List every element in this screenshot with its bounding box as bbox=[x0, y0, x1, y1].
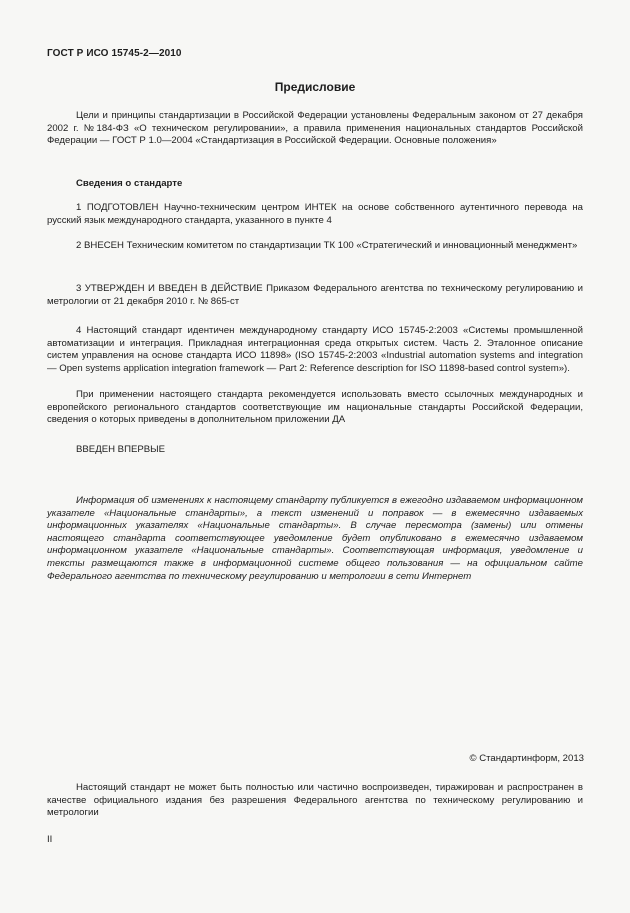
copyright-notice: © Стандартинформ, 2013 bbox=[469, 753, 584, 764]
page-number: II bbox=[47, 834, 53, 845]
preface-title: Предисловие bbox=[274, 80, 356, 94]
changes-information-paragraph: Информация об изменениях к настоящему стандарту публикуется в ежегодно издаваемом информационном указателе «Национальные стандарты», а текст изменений и поправок — в ежемесячно издаваемых информационных указателях «Национальные стандарты». В случае пересмотра (замены) или отмены настоящего стандарта соответствующее уведомление будет опубликовано в ежемесячно издаваемом информационном указателе «Национальные стандарты». Соответствующая информация, уведомление и тексты размещаются также в информационной системе общего пользования — на официальном сайте Федерального агентства по техническому регулированию и метрологии в сети Интернет bbox=[47, 495, 583, 582]
introduced-first-note: ВВЕДЕН ВПЕРВЫЕ bbox=[76, 444, 166, 455]
standard-info-heading: Сведения о стандарте bbox=[76, 178, 183, 189]
info-item-2: 2 ВНЕСЕН Техническим комитетом по стандартизации ТК 100 «Стратегический и инновационный менеджмент» bbox=[76, 240, 578, 251]
application-note-paragraph: При применении настоящего стандарта рекомендуется использовать вместо ссылочных международных и европейского регионального стандартов соответствующие им национальные стандарты Российской Федерации, сведения о которых приведены в дополнительном приложении ДА bbox=[47, 389, 583, 426]
info-item-1: 1 ПОДГОТОВЛЕН Научно-техническим центром ИНТЕК на основе собственного аутентичного перевода на русский язык международного стандарта, указанного в пункте 4 bbox=[47, 202, 583, 226]
preface-intro-paragraph: Цели и принципы стандартизации в Российской Федерации установлены Федеральным законом от 27 декабря 2002 г. №184-ФЗ «О техническом регулировании», а правила применения национальных стандартов Российской Федерации — ГОСТ Р 1.0—2004 «Стандартизация в Российской Федерации. Основные положения» bbox=[47, 110, 583, 147]
info-item-4: 4 Настоящий стандарт идентичен международному стандарту ИСО 15745-2:2003 «Системы промышленной автоматизации и интеграция. Прикладная интеграционная среда открытых систем. Часть 2. Эталонное описание систем управления на основе стандарта ИСО 11898» (ISO 15745-2:2003 «Industrial automation systems and integration — Open systems application integration framework — Part 2: Reference description for ISO 11898-based control system»). bbox=[47, 325, 583, 374]
reproduction-notice: Настоящий стандарт не может быть полностью или частично воспроизведен, тиражирован и распространен в качестве официального издания без разрешения Федерального агентства по техническому регулированию и метрологии bbox=[47, 782, 583, 819]
document-code-header: ГОСТ Р ИСО 15745-2—2010 bbox=[47, 48, 182, 59]
info-item-3: 3 УТВЕРЖДЕН И ВВЕДЕН В ДЕЙСТВИЕ Приказом Федерального агентства по техническому регулированию и метрологии от 21 декабря 2010 г. № 865-ст bbox=[47, 283, 583, 307]
